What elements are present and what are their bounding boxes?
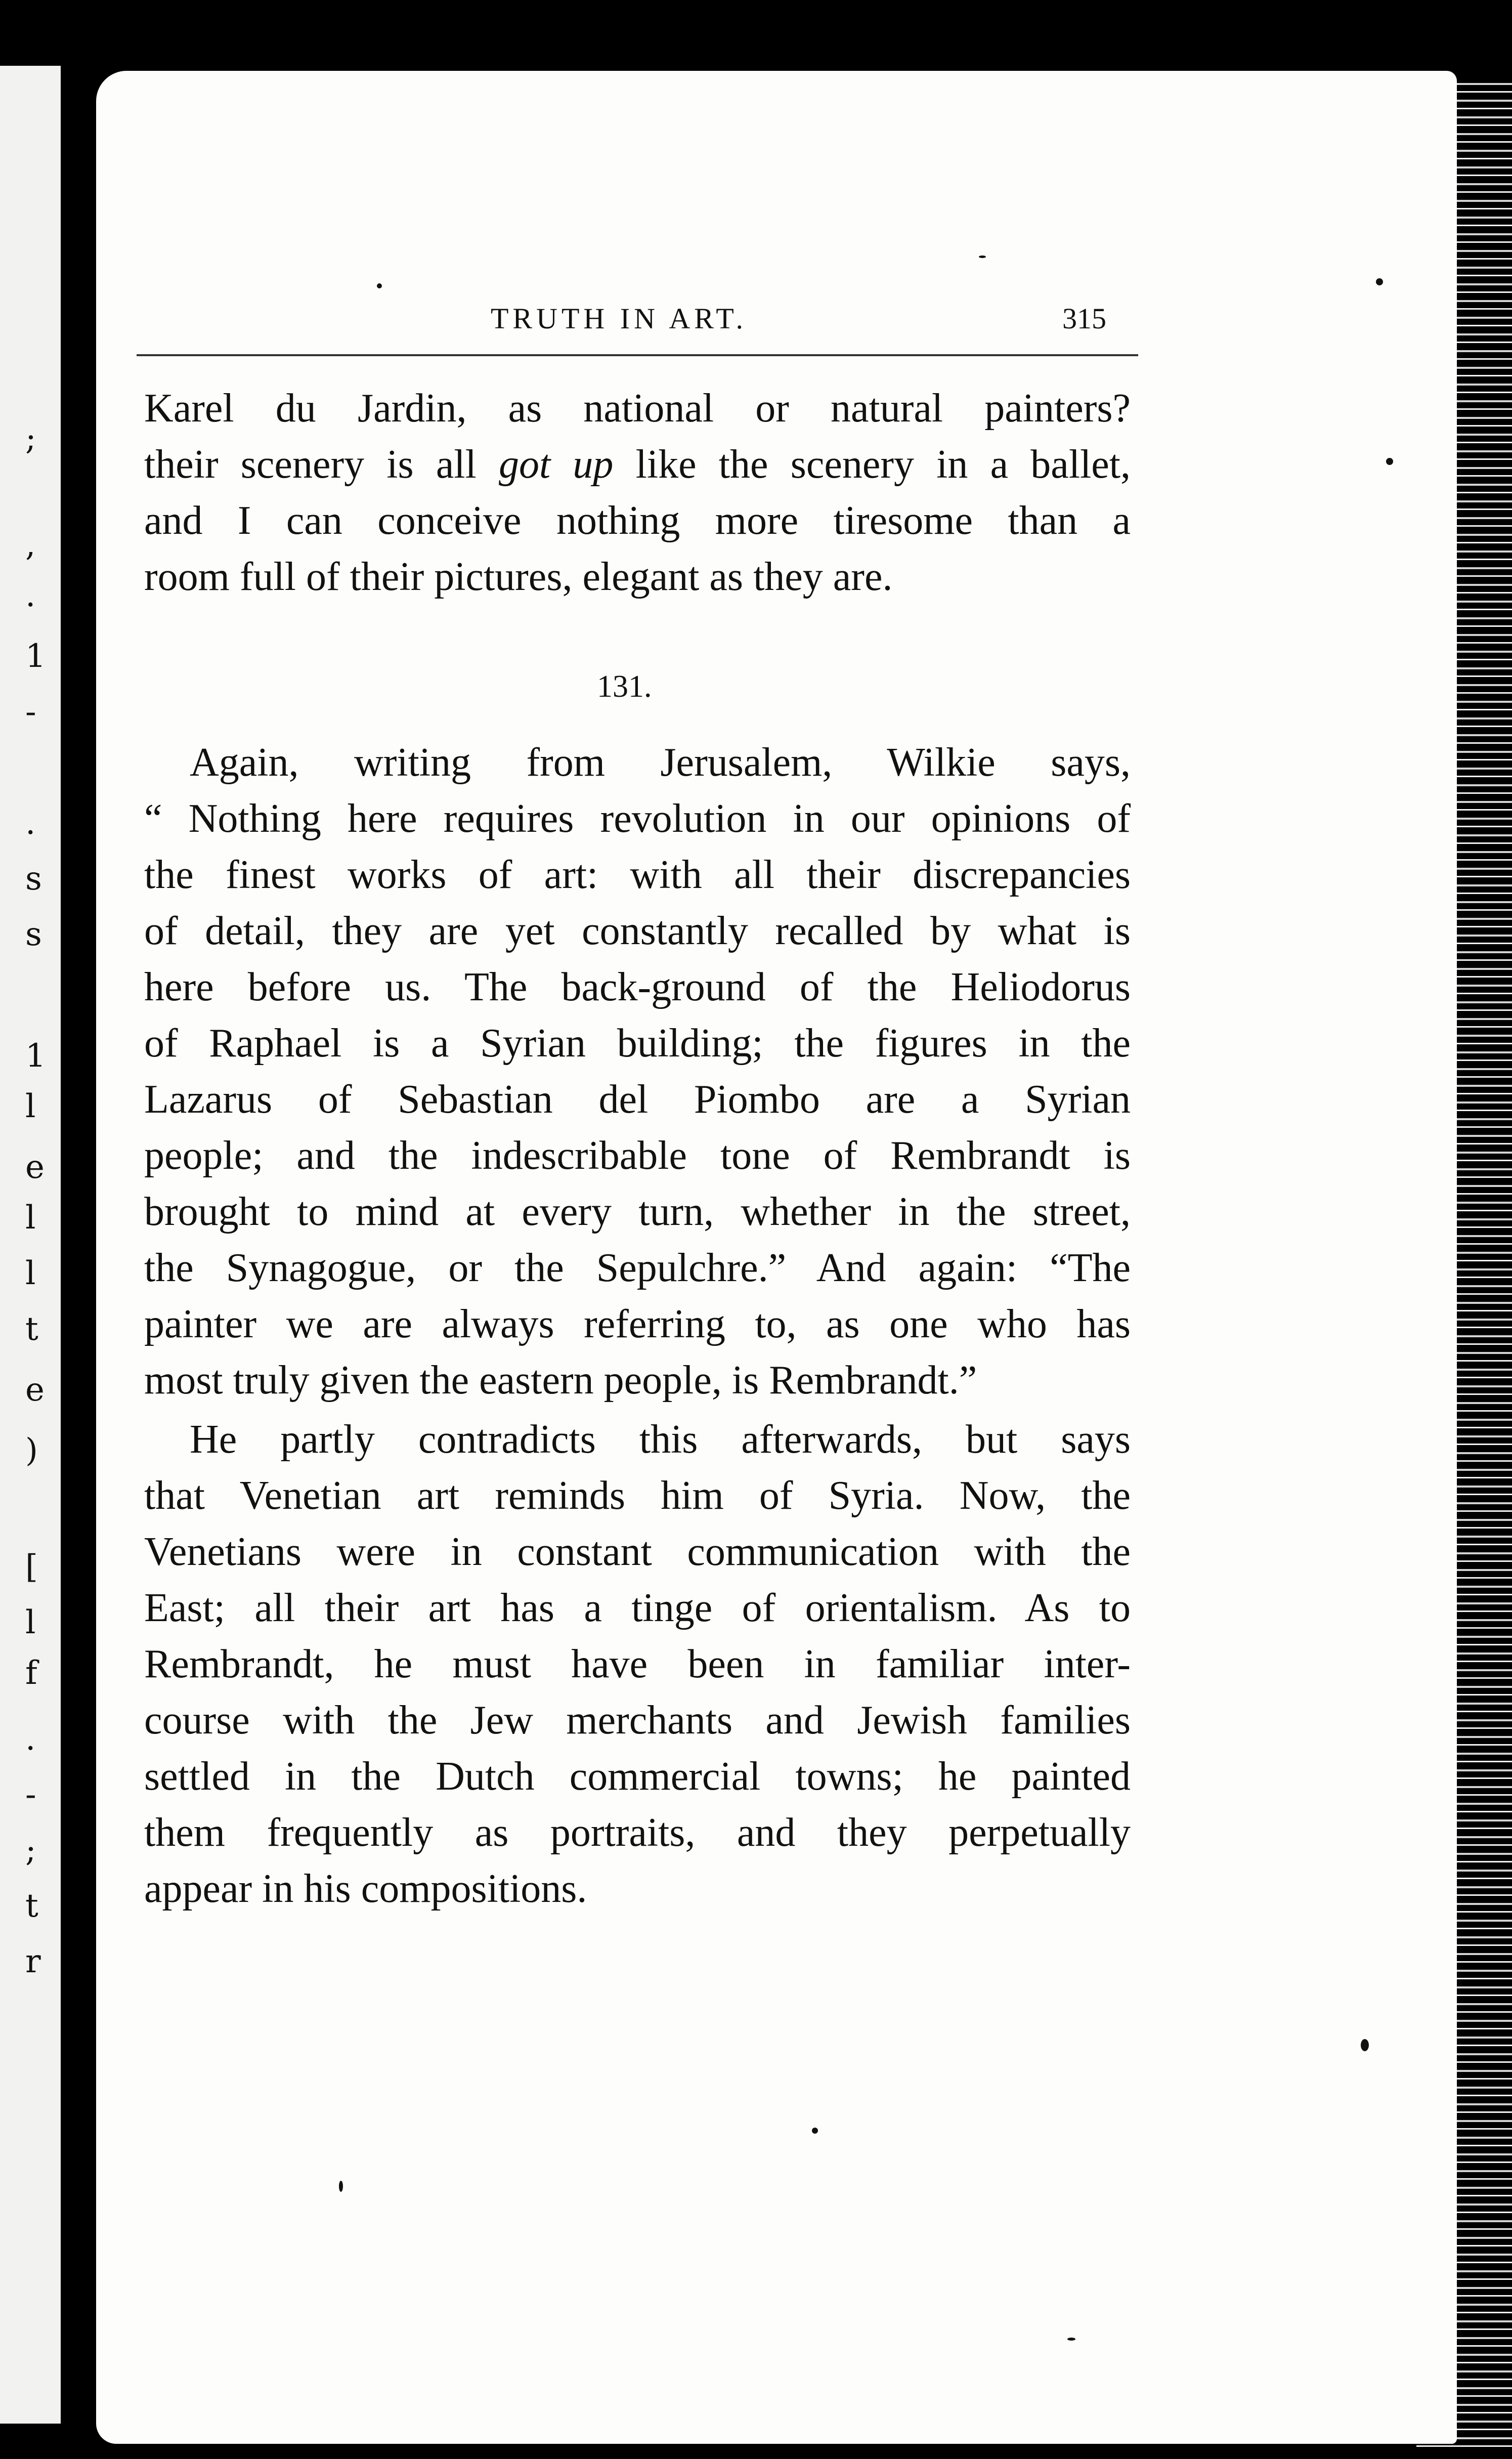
margin-fragment: t: [25, 1887, 38, 1925]
margin-fragment: ,: [25, 526, 36, 564]
scan-speck: [1376, 278, 1383, 285]
scan-speck: [1361, 2039, 1369, 2051]
margin-fragment: .: [25, 1720, 36, 1758]
scan-speck: [812, 2128, 818, 2134]
previous-page-edge: [0, 66, 61, 2424]
margin-fragment: ;: [25, 420, 36, 457]
margin-fragment: l: [25, 1199, 36, 1237]
previous-page-fragments: [0, 66, 61, 2424]
text-line: and I can conceive nothing more tiresome than a: [144, 498, 1131, 543]
margin-fragment: s: [25, 860, 42, 898]
text-line: of detail, they are yet constantly recalled by what is: [144, 909, 1131, 953]
text-line: Lazarus of Sebastian del Piombo are a Syrian: [144, 1077, 1131, 1122]
text-line: here before us. The back-ground of the Heliodorus: [144, 965, 1131, 1009]
scan-speck: [1386, 458, 1393, 465]
scan-speck: [979, 256, 986, 258]
margin-fragment: e: [25, 1149, 45, 1186]
margin-fragment: e: [25, 1371, 45, 1409]
margin-fragment: l: [25, 1088, 36, 1125]
text-segment: like the scenery in a ballet,: [613, 442, 1131, 487]
text-line: the Synagogue, or the Sepulchre.” And again: “The: [144, 1246, 1131, 1290]
margin-fragment: s: [25, 916, 42, 953]
text-segment: their scenery is all: [144, 442, 499, 487]
text-line: Karel du Jardin, as national or natural painters?: [144, 386, 1131, 431]
margin-fragment: 1: [25, 1037, 46, 1075]
header-rule: [137, 354, 1138, 356]
text-line: Rembrandt, he must have been in familiar inter-: [144, 1642, 1131, 1686]
text-line: course with the Jew merchants and Jewish families: [144, 1698, 1131, 1743]
text-line: settled in the Dutch commercial towns; he painted: [144, 1754, 1131, 1799]
margin-fragment: r: [25, 1943, 41, 1980]
text-line: of Raphael is a Syrian building; the figures in the: [144, 1021, 1131, 1066]
text-line: East; all their art has a tinge of orientalism. As to: [144, 1586, 1131, 1630]
text-line: people; and the indescribable tone of Rembrandt is: [144, 1133, 1131, 1178]
margin-fragment: -: [25, 693, 36, 731]
margin-fragment: .: [25, 577, 36, 614]
text-line: brought to mind at every turn, whether in the street,: [144, 1190, 1131, 1234]
margin-fragment: [: [25, 1548, 38, 1586]
text-line: He partly contradicts this afterwards, but says: [190, 1417, 1131, 1462]
margin-fragment: l: [25, 1255, 36, 1292]
text-line: painter we are always referring to, as one who has: [144, 1302, 1131, 1346]
scan-speck: [339, 2181, 343, 2192]
running-head: TRUTH IN ART.: [491, 302, 748, 335]
page-number: 315: [1062, 302, 1106, 335]
margin-fragment: f: [25, 1655, 37, 1692]
margin-fragment: l: [25, 1604, 36, 1641]
margin-fragment: -: [25, 1776, 36, 1813]
margin-fragment: 1: [25, 638, 46, 675]
scan-speck: [1067, 2338, 1075, 2341]
section-number: 131.: [597, 669, 652, 704]
text-line: most truly given the eastern people, is Rembrandt.”: [144, 1358, 977, 1403]
margin-fragment: ): [25, 1432, 38, 1469]
text-line: [144, 437, 1131, 493]
text-line: “ Nothing here requires revolution in our opinions of: [144, 796, 1131, 841]
text-line: appear in his compositions.: [144, 1867, 587, 1911]
paragraph-continued: [144, 380, 1131, 605]
text-line: that Venetian art reminds him of Syria. Now, the: [144, 1473, 1131, 1518]
paragraph-131: [144, 735, 1131, 1409]
scan-speck: [377, 283, 382, 288]
text-line: them frequently as portraits, and they perpetually: [144, 1810, 1131, 1855]
margin-fragment: t: [25, 1310, 38, 1348]
text-line: Again, writing from Jerusalem, Wilkie says,: [190, 740, 1131, 785]
margin-fragment: ;: [25, 1832, 36, 1869]
text-line: the finest works of art: with all their discrepancies: [144, 853, 1131, 897]
margin-fragment: .: [25, 804, 36, 842]
paragraph-venetian: [144, 1412, 1131, 1917]
text-line: Venetians were in constant communication with the: [144, 1530, 1131, 1574]
text-line: room full of their pictures, elegant as they are.: [144, 555, 893, 599]
italic-phrase: got up: [499, 442, 614, 487]
